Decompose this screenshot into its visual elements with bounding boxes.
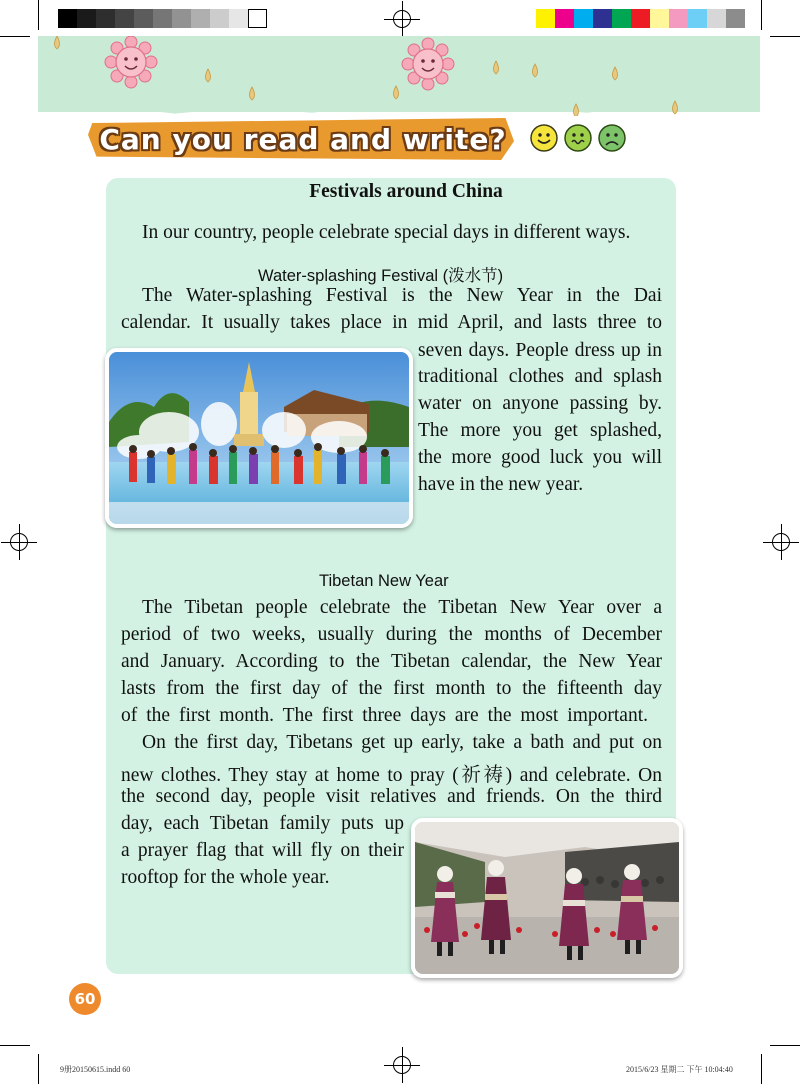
water-splashing-festival-photo bbox=[105, 348, 413, 528]
sun-flower-icon bbox=[105, 36, 157, 88]
section-heading: Can you read and write? bbox=[99, 123, 507, 156]
page-number: 60 bbox=[69, 983, 101, 1015]
registration-mark-top bbox=[384, 1, 420, 37]
paragraph-line: calendar. It usually takes place in mid April, and lasts three to bbox=[121, 312, 662, 333]
paragraph-line: The Water-splashing Festival is the New Year in the Dai bbox=[142, 285, 662, 306]
paragraph-line: seven days. People dress up in bbox=[418, 340, 662, 361]
paragraph-line: a prayer flag that will fly on their bbox=[121, 840, 404, 861]
article-title: Festivals around China bbox=[309, 181, 503, 202]
tibetan-new-year-dancers-photo bbox=[411, 818, 683, 978]
paragraph-line: rooftop for the whole year. bbox=[121, 867, 330, 888]
paragraph-line: The Tibetan people celebrate the Tibetan New Year over a bbox=[142, 597, 662, 618]
paragraph-line: of the first month. The first three days are the most important. bbox=[121, 705, 648, 726]
paragraph-line: The more you get splashed, bbox=[418, 420, 662, 441]
section-heading-water-splashing: Water-splashing Festival (泼水节) bbox=[258, 267, 504, 285]
paragraph-line: lasts from the first day of the first month to the fifteenth day bbox=[121, 678, 662, 699]
registration-mark-left bbox=[1, 524, 37, 560]
paragraph-line: and January. According to the Tibetan calendar, the New Year bbox=[121, 651, 662, 672]
footer-timestamp: 2015/6/23 星期二 下午 10:04:40 bbox=[626, 1065, 733, 1074]
paragraph-line: On the first day, Tibetans get up early, take a bath and put on bbox=[142, 732, 662, 753]
intro-paragraph: In our country, people celebrate special days in different ways. bbox=[142, 222, 631, 243]
paragraph-line: traditional clothes and splash bbox=[418, 366, 662, 387]
paragraph-line: have in the new year. bbox=[418, 474, 584, 495]
worried-face-icon[interactable] bbox=[564, 124, 592, 152]
paragraph-line: the more good luck you will bbox=[418, 447, 662, 468]
paragraph-line: new clothes. They stay at home to pray (祈祷) and celebrate. On bbox=[121, 765, 662, 786]
paragraph-line: period of two weeks, usually during the months of December bbox=[121, 624, 662, 645]
paragraph-line: the second day, people visit relatives and friends. On the third bbox=[121, 786, 662, 807]
footer-file-info: 9册20150615.indd 60 bbox=[60, 1065, 131, 1074]
banner-decorations bbox=[38, 36, 760, 116]
sun-flower-icon bbox=[402, 38, 454, 90]
section-heading-tibetan-new-year: Tibetan New Year bbox=[319, 572, 449, 590]
smiley-face-icon[interactable] bbox=[530, 124, 558, 152]
registration-mark-bottom bbox=[384, 1047, 420, 1083]
paragraph-line: day, each Tibetan family puts up bbox=[121, 813, 404, 834]
paragraph-line: water on anyone passing by. bbox=[418, 393, 662, 414]
registration-mark-right bbox=[763, 524, 799, 560]
sad-face-icon[interactable] bbox=[598, 124, 626, 152]
